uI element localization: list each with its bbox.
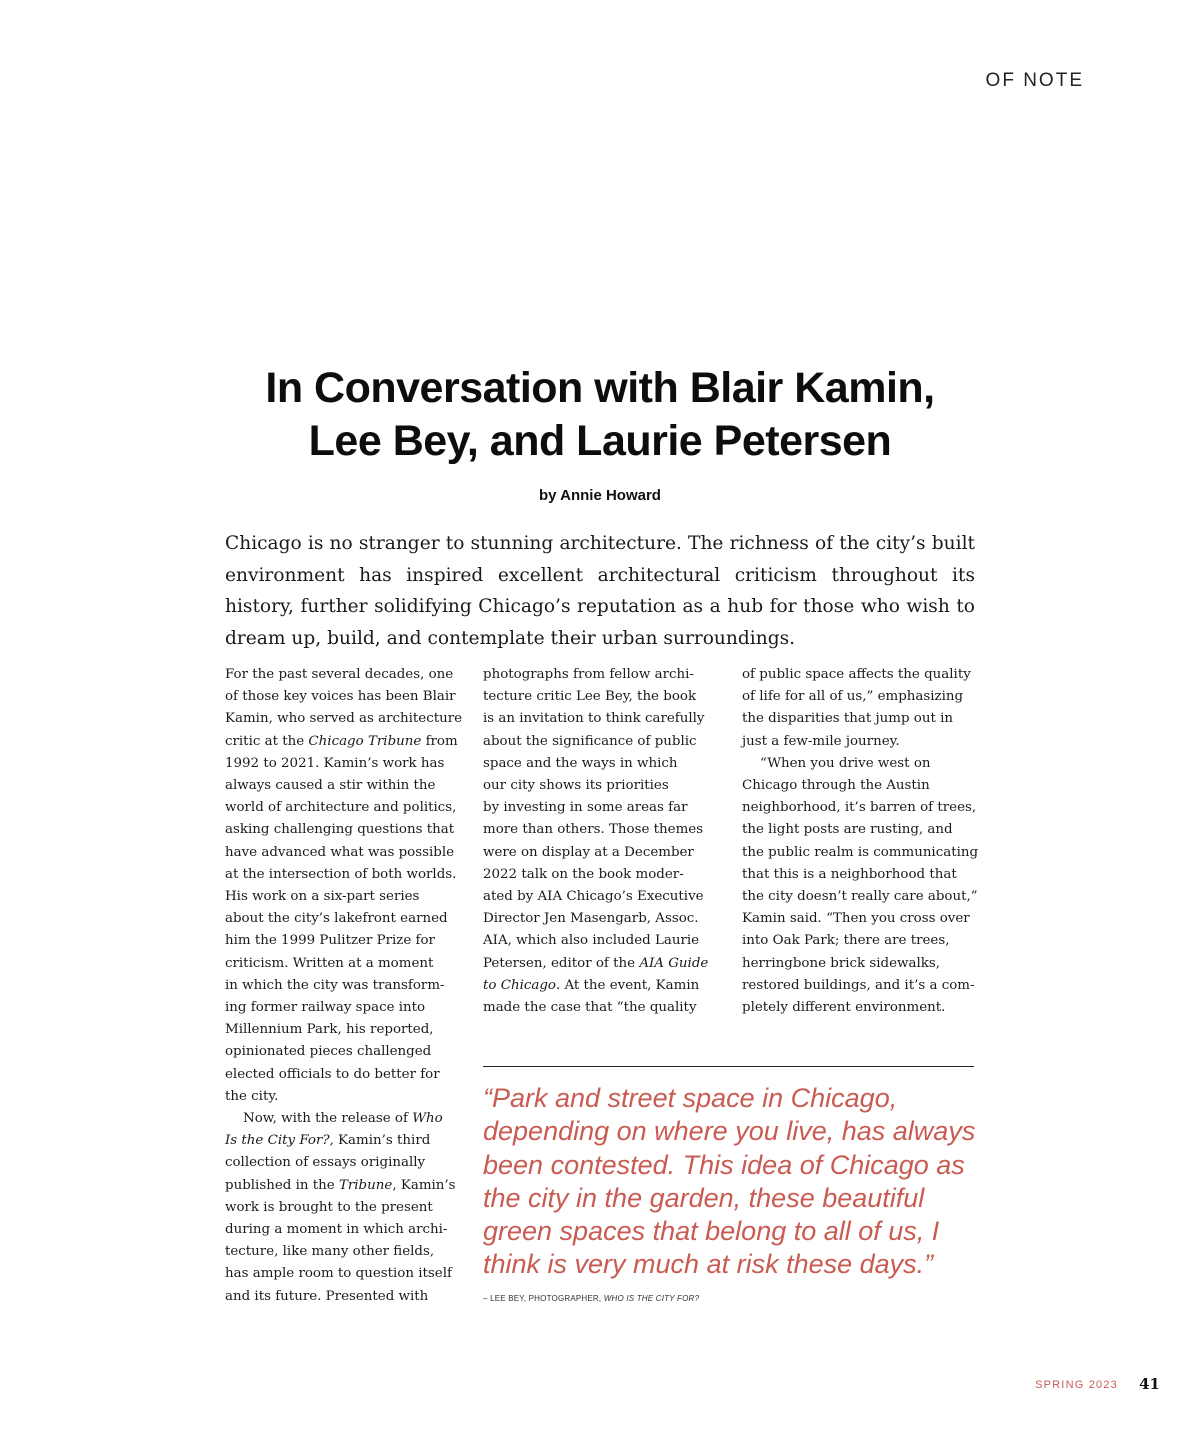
title-line: In Conversation with Blair Kamin, bbox=[265, 364, 935, 412]
body-line: AIA, which also included Laurie bbox=[483, 933, 700, 949]
pull-quote-credit bbox=[483, 1294, 699, 1303]
body-text: Now, with the release of bbox=[243, 1111, 413, 1127]
title-line: Lee Bey, and Laurie Petersen bbox=[308, 417, 892, 465]
body-line: criticism. Written at a moment bbox=[225, 955, 434, 971]
body-line: restored buildings, and it’s a com- bbox=[742, 977, 975, 993]
body-line: herringbone brick sidewalks, bbox=[742, 955, 941, 971]
body-column-1 bbox=[225, 664, 461, 1308]
body-text: critic at the bbox=[225, 733, 309, 749]
body-line: into Oak Park; there are trees, bbox=[742, 933, 950, 949]
body-line: the disparities that jump out in bbox=[742, 711, 954, 727]
body-line: that this is a neighborhood that bbox=[742, 866, 957, 882]
body-line: 1992 to 2021. Kamin’s work has bbox=[225, 755, 445, 771]
page-number: 41 bbox=[1139, 1375, 1160, 1393]
body-line: of public space affects the quality bbox=[742, 667, 971, 682]
body-column-2 bbox=[483, 664, 719, 1019]
pull-quote-line: “Park and street space in Chicago, bbox=[483, 1083, 898, 1113]
body-line: were on display at a December bbox=[483, 844, 694, 860]
footer-issue: SPRING 2023 bbox=[1035, 1379, 1118, 1391]
body-line: His work on a six-part series bbox=[225, 889, 420, 905]
body-line: Millennium Park, his reported, bbox=[225, 1022, 434, 1038]
body-line bbox=[483, 953, 719, 975]
body-text: published in the bbox=[225, 1177, 339, 1193]
body-line: ing former railway space into bbox=[225, 1000, 426, 1016]
pull-quote-line: depending on where you live, has always bbox=[483, 1116, 976, 1147]
section-label: OF NOTE bbox=[985, 70, 1084, 91]
body-line: opinionated pieces challenged bbox=[225, 1044, 432, 1060]
article-title bbox=[150, 362, 1050, 468]
body-line bbox=[225, 1175, 461, 1197]
body-line: Director Jen Masengarb, Assoc. bbox=[483, 911, 699, 927]
body-line: him the 1999 Pulitzer Prize for bbox=[225, 933, 435, 949]
body-line bbox=[483, 975, 719, 997]
body-line bbox=[225, 1108, 461, 1130]
body-line: the public realm is communicating bbox=[742, 844, 979, 860]
body-line: ated by AIA Chicago’s Executive bbox=[483, 889, 704, 905]
intro-paragraph: Chicago is no stranger to stunning architecture. The richness of the city’s built environment has inspired excellent architectural criticism throughout its history, further solidifying Chicago’s reputation as a hub for those who wish to dream up, build, and contemplate their urban surroundings. bbox=[225, 533, 975, 649]
body-line: the city. bbox=[225, 1088, 279, 1104]
body-line: during a moment in which archi- bbox=[225, 1222, 448, 1238]
pull-quote-line: the city in the garden, these beautiful bbox=[483, 1182, 925, 1213]
body-line: Chicago through the Austin bbox=[742, 778, 930, 794]
body-line bbox=[225, 731, 461, 753]
credit-book-title: WHO IS THE CITY FOR? bbox=[603, 1294, 700, 1303]
body-line: Kamin said. “Then you cross over bbox=[742, 911, 970, 927]
pull-quote-line: green spaces that belong to all of us, I bbox=[483, 1216, 940, 1247]
body-line: of those key voices has been Blair bbox=[225, 689, 456, 705]
body-line: have advanced what was possible bbox=[225, 844, 455, 860]
pull-quote-divider bbox=[483, 1066, 974, 1067]
body-line: made the case that “the quality bbox=[483, 1000, 697, 1016]
italic-title: Tribune bbox=[338, 1177, 393, 1193]
italic-title: to Chicago bbox=[483, 977, 556, 993]
body-line: our city shows its priorities bbox=[483, 778, 669, 794]
body-line: the light posts are rusting, and bbox=[742, 822, 953, 838]
body-line: always caused a stir within the bbox=[225, 778, 436, 794]
body-line: asking challenging questions that bbox=[225, 822, 455, 838]
body-line: photographs from fellow archi- bbox=[483, 667, 694, 682]
pull-quote-line: been contested. This idea of Chicago as bbox=[483, 1149, 965, 1180]
italic-title: Who bbox=[412, 1111, 443, 1127]
body-line: just a few-mile journey. bbox=[742, 733, 900, 749]
body-line: about the significance of public bbox=[483, 733, 697, 749]
body-line: space and the ways in which bbox=[483, 755, 678, 771]
body-line: world of architecture and politics, bbox=[225, 800, 457, 816]
body-text: Kamin’s third bbox=[333, 1133, 431, 1149]
body-line: “When you drive west on bbox=[760, 755, 931, 771]
body-line: neighborhood, it’s barren of trees, bbox=[742, 800, 977, 816]
body-line: For the past several decades, one bbox=[225, 667, 454, 682]
body-text: Petersen, editor of the bbox=[483, 955, 640, 971]
body-line: Kamin, who served as architecture bbox=[225, 711, 463, 727]
body-line: by investing in some areas far bbox=[483, 800, 688, 816]
body-line: work is brought to the present bbox=[225, 1199, 433, 1215]
body-line: collection of essays originally bbox=[225, 1155, 426, 1171]
body-line: about the city’s lakefront earned bbox=[225, 911, 448, 927]
body-line bbox=[225, 1130, 461, 1152]
body-text: . At the event, Kamin bbox=[555, 977, 700, 993]
body-line: has ample room to question itself bbox=[225, 1266, 452, 1282]
italic-title: AIA Guide bbox=[639, 955, 709, 971]
body-line: pletely different environment. bbox=[742, 1000, 946, 1016]
pull-quote-line: think is very much at risk these days.” bbox=[483, 1249, 934, 1280]
body-line: tecture, like many other fields, bbox=[225, 1244, 435, 1260]
body-line: in which the city was transform- bbox=[225, 977, 445, 993]
body-line: more than others. Those themes bbox=[483, 822, 704, 838]
body-line: and its future. Presented with bbox=[225, 1288, 429, 1304]
credit-prefix: – LEE BEY, PHOTOGRAPHER, bbox=[483, 1294, 604, 1303]
body-text: from bbox=[421, 733, 458, 749]
body-line: of life for all of us,” emphasizing bbox=[742, 689, 964, 705]
body-line: the city doesn’t really care about,” bbox=[742, 889, 978, 905]
body-line: is an invitation to think carefully bbox=[483, 711, 705, 727]
italic-title: Is the City For?, bbox=[225, 1133, 334, 1149]
body-line: elected officials to do better for bbox=[225, 1066, 440, 1082]
pull-quote bbox=[483, 1082, 983, 1282]
body-line: 2022 talk on the book moder- bbox=[483, 866, 684, 882]
body-line: at the intersection of both worlds. bbox=[225, 866, 457, 882]
italic-title: Chicago Tribune bbox=[308, 733, 422, 749]
body-column-3 bbox=[742, 664, 978, 1019]
body-text: , Kamin’s bbox=[392, 1177, 456, 1193]
byline: by Annie Howard bbox=[539, 487, 661, 504]
body-line: tecture critic Lee Bey, the book bbox=[483, 689, 697, 705]
